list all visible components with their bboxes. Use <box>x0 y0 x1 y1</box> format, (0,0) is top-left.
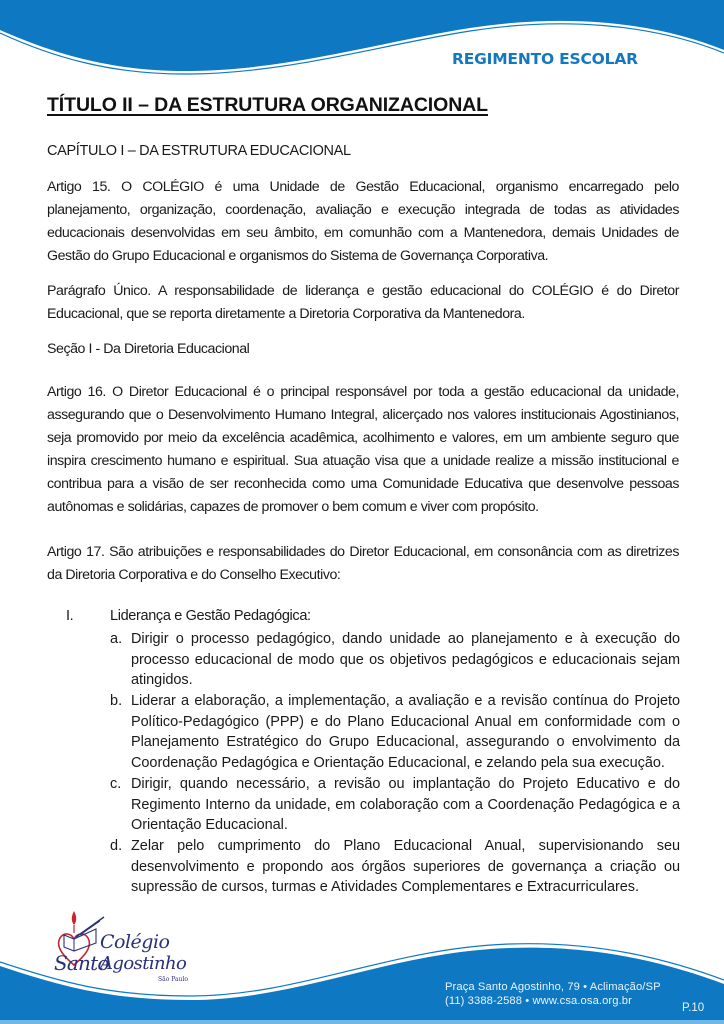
list-item-marker: c. <box>110 776 122 792</box>
list-item-marker: a. <box>110 631 123 647</box>
logo-text-colegio: Colégio <box>100 931 170 953</box>
list-item-marker: d. <box>110 838 123 854</box>
section-heading: Seção I - Da Diretoria Educacional <box>47 341 250 357</box>
footer-address-line-2: (11) 3388-2588 • www.csa.osa.org.br <box>445 995 632 1007</box>
logo-text-agostinho: Agostinho <box>100 953 187 974</box>
school-logo <box>50 905 210 1005</box>
list-item-text: Zelar pelo cumprimento do Plano Educacional Anual, supervisionando seu desenvolvimento e propondo aos órgãos superiores de governança a criação ou supressão de cursos, turmas e Atividades Complementares e Extracurriculares. <box>131 838 680 896</box>
article-17: Artigo 17. São atribuições e responsabilidades do Diretor Educacional, em consonância com as diretrizes da Diretoria Corporativa e do Conselho Executivo: <box>47 544 679 583</box>
logo-text-santo: Santo <box>54 951 109 975</box>
document-header-label: REGIMENTO ESCOLAR <box>452 50 638 68</box>
footer-address-line-1: Praça Santo Agostinho, 79 • Aclimação/SP <box>445 981 661 993</box>
paragrafo-unico: Parágrafo Único. A responsabilidade de liderança e gestão educacional do COLÉGIO é do Diretor Educacional, que se reporta diretamente a Diretoria Corporativa da Mantenedora. <box>47 283 679 322</box>
article-16: Artigo 16. O Diretor Educacional é o principal responsável por toda a gestão educacional da unidade, assegurando que o Desenvolvimento Humano Integral, alicerçado nos valores institucionais Agostinianos, seja promovido por meio da excelência acadêmica, acolhimento e valores, em um ambiente seguro que inspira crescimento humano e espiritual. Sua atuação visa que a unidade realize a missão institucional e contribua para a visão de ser reconhecida como uma Comunidade Educativa que desenvolve pessoas autônomas e solidárias, capazes de promover o bem comum e viver com propósito. <box>47 384 679 515</box>
list-item-text: Dirigir o processo pedagógico, dando unidade ao planejamento e à execução do processo educacional de modo que os objetivos pedagógicos e educacionais sejam atingidos. <box>131 631 680 689</box>
article-15: Artigo 15. O COLÉGIO é uma Unidade de Gestão Educacional, organismo encarregado pelo planejamento, organização, coordenação, avaliação e execução integrada de todas as atividades educacionais desenvolvidas em seu âmbito, em comunhão com a Mantenedora, demais Unidades de Gestão do Grupo Educacional e organismos do Sistema de Governança Corporativa. <box>47 179 679 264</box>
page-number: P.10 <box>682 1002 705 1014</box>
page-title: TÍTULO II – DA ESTRUTURA ORGANIZACIONAL <box>47 94 488 116</box>
header-wave <box>0 0 724 80</box>
list-item-text: Dirigir, quando necessário, a revisão ou implantação do Projeto Educativo e do Regimento Interno da unidade, em colaboração com a Coordenação Pedagógica e a Orientação Educacional. <box>131 776 680 834</box>
list-roman-numeral: I. <box>66 608 74 624</box>
footer-address <box>445 980 661 1008</box>
list-item-text: Liderar a elaboração, a implementação, a avaliação e a revisão contínua do Projeto Político-Pedagógico (PPP) e do Plano Educacional Anual em conformidade com o Planejamento Estratégico do Grupo Educacional, assegurando o envolvimento da Coordenação Pedagógica e Orientação Educacional, e zelando pela sua execução. <box>131 693 680 771</box>
chapter-heading: CAPÍTULO I – DA ESTRUTURA EDUCACIONAL <box>47 143 351 159</box>
logo-text-city: São Paulo <box>158 976 188 983</box>
list-item-marker: b. <box>110 693 123 709</box>
list-heading: Liderança e Gestão Pedagógica: <box>110 608 311 624</box>
